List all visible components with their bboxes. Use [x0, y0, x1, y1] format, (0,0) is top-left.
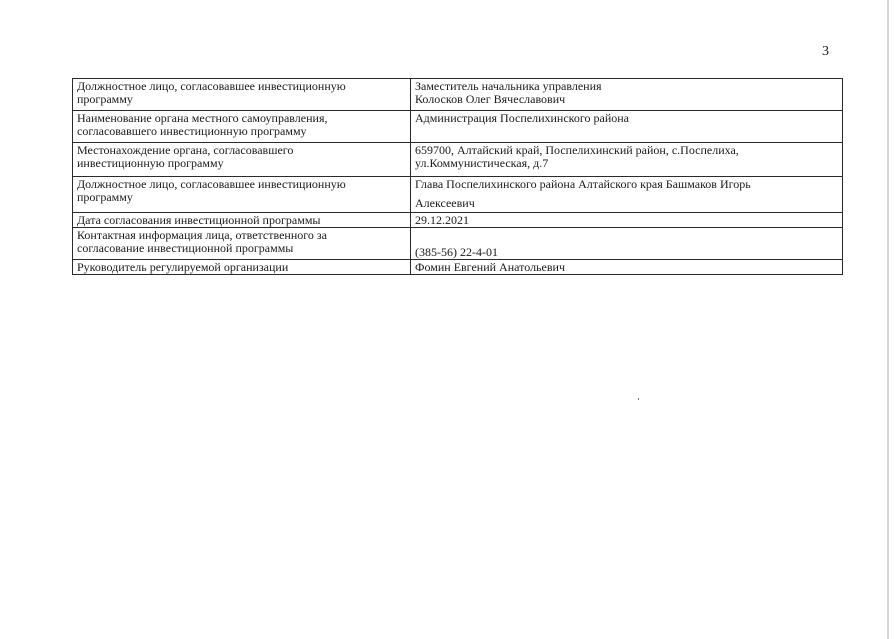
- row-label: Дата согласования инвестиционной программы: [73, 213, 411, 228]
- table-row: [73, 260, 843, 275]
- table-row: [73, 177, 843, 213]
- row-label: Должностное лицо, согласовавшее инвестиционную программу: [73, 79, 411, 111]
- row-value: 659700, Алтайский край, Поспелихинский район, с.Поспелиха, ул.Коммунистическая, д.7: [411, 143, 843, 177]
- row-label: Наименование органа местного самоуправления, согласовавшего инвестиционную программу: [73, 111, 411, 143]
- row-label: Контактная информация лица, ответственного за согласование инвестиционной программы: [73, 228, 411, 260]
- row-value: 29.12.2021: [411, 213, 843, 228]
- scan-edge-shadow: [887, 0, 889, 639]
- table-row: [73, 143, 843, 177]
- row-value: Администрация Поспелихинского района: [411, 111, 843, 143]
- row-value: Заместитель начальника управления Колосков Олег Вячеславович: [411, 79, 843, 111]
- row-label: Должностное лицо, согласовавшее инвестиционную программу: [73, 177, 411, 213]
- scan-speck: [638, 398, 639, 400]
- table-row: [73, 79, 843, 111]
- table-row: [73, 111, 843, 143]
- table-row: [73, 213, 843, 228]
- row-label: Местонахождение органа, согласовавшего инвестиционную программу: [73, 143, 411, 177]
- row-label: Руководитель регулируемой организации: [73, 260, 411, 275]
- investment-program-info-table: [72, 78, 843, 275]
- row-value: Глава Поспелихинского района Алтайского края Башмаков Игорь Алексеевич: [411, 177, 843, 213]
- row-value: Фомин Евгений Анатольевич: [411, 260, 843, 275]
- table-row: [73, 228, 843, 260]
- row-value: (385-56) 22-4-01: [411, 228, 843, 260]
- page-number: 3: [822, 44, 829, 59]
